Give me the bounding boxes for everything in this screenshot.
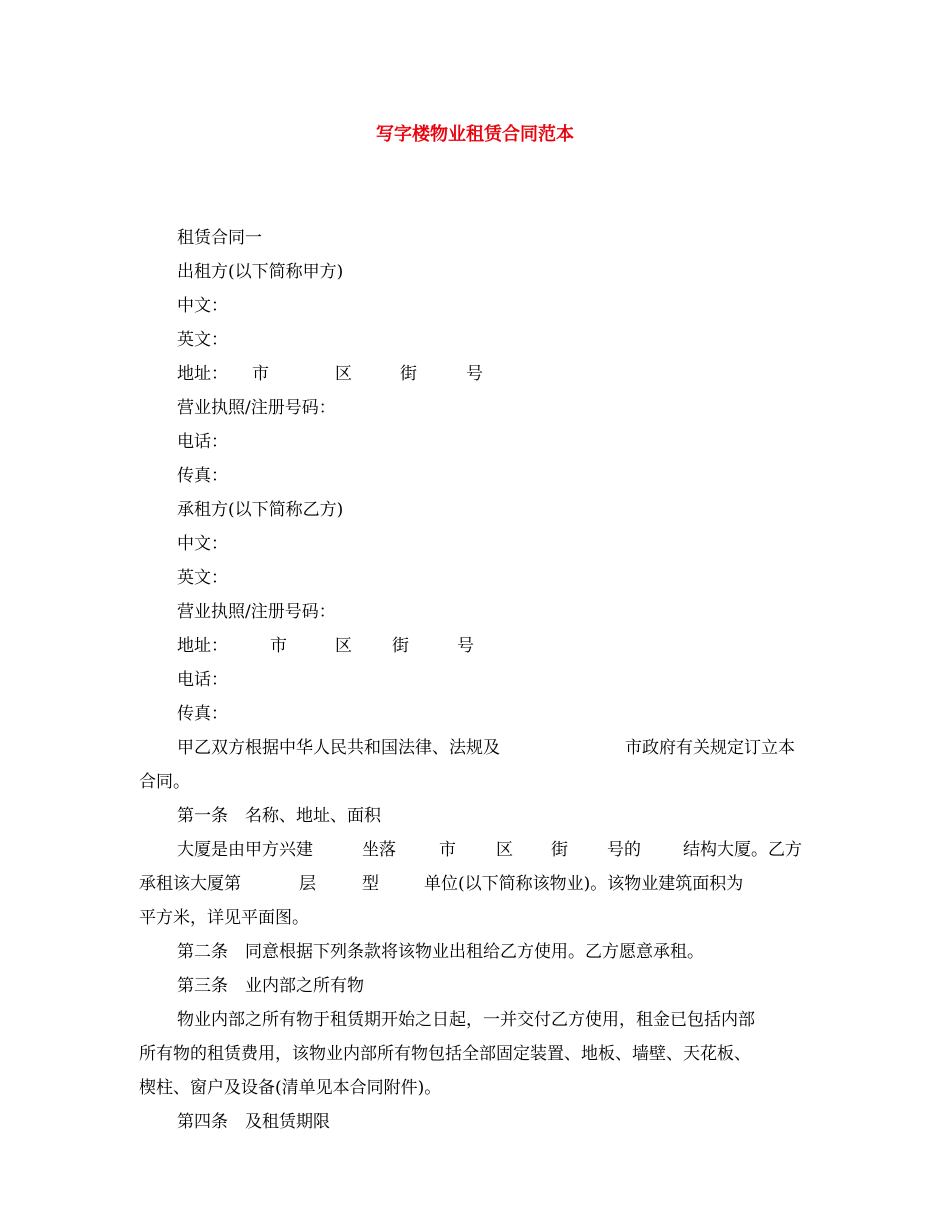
article-3-heading: 第三条 业内部之所有物 xyxy=(177,976,364,996)
lessee-header: 承租方(以下简称乙方) xyxy=(177,500,344,520)
address-city: 市 xyxy=(252,364,269,384)
article-3-line-1: 物业内部之所有物于租赁期开始之日起，一并交付乙方使用，租金已包括内部 xyxy=(177,1010,755,1030)
lessor-phone: 电话： xyxy=(177,432,228,452)
lessor-header: 出租方(以下简称甲方) xyxy=(177,262,344,282)
lessor-address xyxy=(139,357,812,391)
article-1-text-i: 层 xyxy=(299,874,316,894)
article-1-line-2 xyxy=(139,867,812,901)
article-1-line-1 xyxy=(139,833,812,867)
article-4-heading: 第四条 及租赁期限 xyxy=(177,1112,330,1132)
article-1-line-3: 平方米，详见平面图。 xyxy=(139,908,309,928)
address-city: 市 xyxy=(270,636,287,656)
address-district: 区 xyxy=(335,636,352,656)
address-label: 地址： xyxy=(177,364,228,384)
address-district: 区 xyxy=(335,364,352,384)
article-1-text-d: 区 xyxy=(496,840,513,860)
article-1-text-h: 承租该大厦第 xyxy=(139,874,241,894)
document-title: 写字楼物业租赁合同范本 xyxy=(376,124,574,145)
article-2-heading: 第二条 同意根据下列条款将该物业出租给乙方使用。乙方愿意承租。 xyxy=(177,942,704,962)
article-1-text-b: 坐落 xyxy=(362,840,396,860)
address-street: 街 xyxy=(400,364,417,384)
intro-part-2: 市政府有关规定订立本 xyxy=(625,738,795,758)
article-1-text-g: 结构大厦。乙方 xyxy=(683,840,802,860)
lessee-english-name: 英文： xyxy=(177,568,228,588)
address-number: 号 xyxy=(457,636,474,656)
lessee-license: 营业执照/注册号码： xyxy=(177,602,336,622)
article-1-text-a: 大厦是由甲方兴建 xyxy=(177,840,313,860)
article-1-text-e: 街 xyxy=(551,840,568,860)
lessor-fax: 传真： xyxy=(177,466,228,486)
lessee-fax: 传真： xyxy=(177,704,228,724)
article-1-text-k: 单位(以下简称该物业)。该物业建筑面积为 xyxy=(424,874,744,894)
intro-line-1 xyxy=(139,731,812,765)
contract-heading: 租赁合同一 xyxy=(177,228,262,248)
document-body xyxy=(139,221,812,1139)
article-1-text-j: 型 xyxy=(362,874,379,894)
article-3-line-2: 所有物的租赁费用，该物业内部所有物包括全部固定装置、地板、墙壁、天花板、 xyxy=(139,1044,751,1064)
address-number: 号 xyxy=(466,364,483,384)
lessee-phone: 电话： xyxy=(177,670,228,690)
article-1-text-c: 市 xyxy=(439,840,456,860)
address-street: 街 xyxy=(392,636,409,656)
address-label: 地址： xyxy=(177,636,228,656)
lessor-chinese-name: 中文： xyxy=(177,296,228,316)
article-1-text-f: 号的 xyxy=(607,840,641,860)
article-1-heading: 第一条 名称、地址、面积 xyxy=(177,806,381,826)
intro-part-1: 甲乙双方根据中华人民共和国法律、法规及 xyxy=(177,738,500,758)
intro-line-2: 合同。 xyxy=(139,772,190,792)
lessor-english-name: 英文： xyxy=(177,330,228,350)
article-3-line-3: 楔柱、窗户及设备(清单见本合同附件)。 xyxy=(139,1078,442,1098)
lessee-chinese-name: 中文： xyxy=(177,534,228,554)
lessee-address xyxy=(139,629,812,663)
lessor-license: 营业执照/注册号码： xyxy=(177,398,336,418)
